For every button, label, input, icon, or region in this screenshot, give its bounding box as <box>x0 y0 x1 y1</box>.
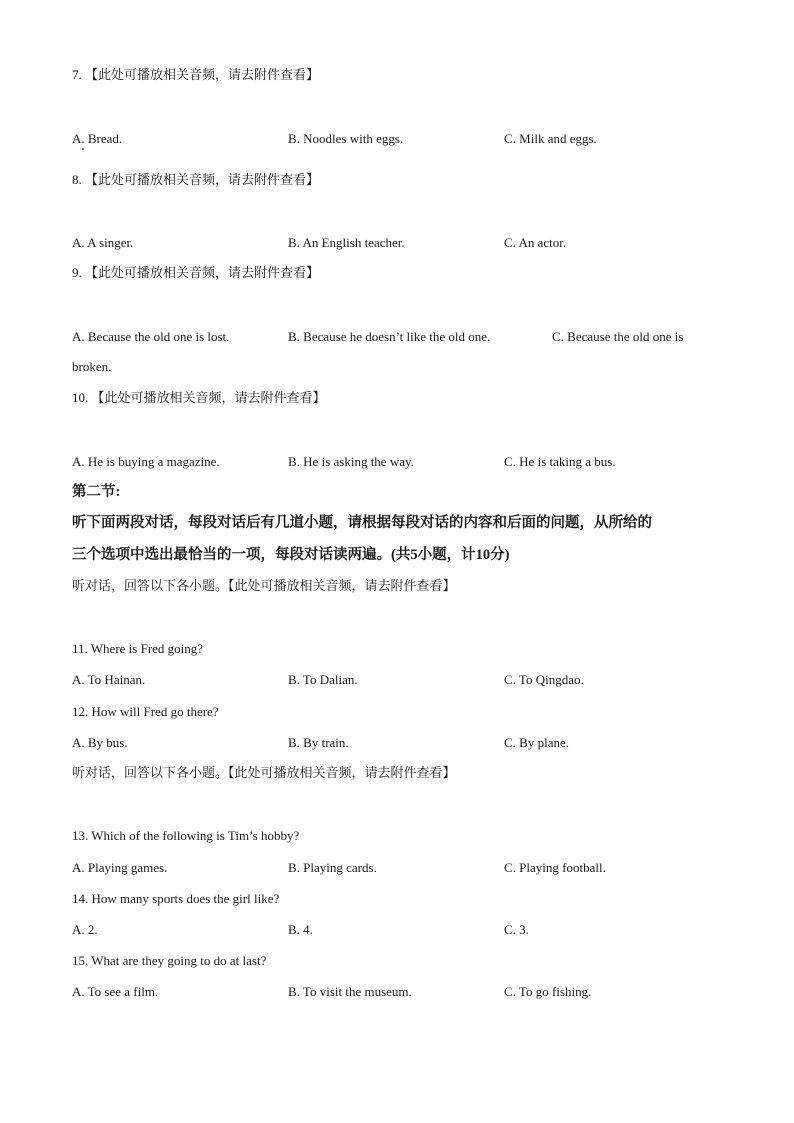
question-8-prompt <box>72 172 319 188</box>
option-a: A. By bus. <box>72 735 128 750</box>
option-a: A. Bread. <box>72 131 123 146</box>
question-9-prompt <box>72 265 319 281</box>
option-b: B. An English teacher. <box>288 235 405 250</box>
question-13-text: 13. Which of the following is Tim’s hobby? <box>72 828 300 843</box>
option-b: B. He is asking the way. <box>288 454 414 469</box>
question-7-prompt <box>72 67 319 83</box>
question-number: 7. <box>72 67 82 82</box>
option-a: A. To see a film. <box>72 984 159 999</box>
option-c: C. Because the old one is <box>552 329 684 344</box>
section-2-instruction-line1: 听下面两段对话，每段对话后有几道小题，请根据每段对话的内容和后面的问题，从所给的 <box>72 515 652 531</box>
option-b: B. Noodles with eggs. <box>288 131 404 146</box>
option-a: A. Because the old one is lost. <box>72 329 230 344</box>
question-14-options <box>72 922 752 938</box>
question-number: 10. <box>72 390 89 405</box>
audio-placeholder: 【此处可播放相关音频，请去附件查看】 <box>91 390 326 405</box>
option-a: A. He is buying a magazine. <box>72 454 220 469</box>
section-2-title: 第二节: <box>72 484 121 500</box>
question-14-text: 14. How many sports does the girl like? <box>72 891 280 906</box>
option-c: C. To go fishing. <box>504 984 592 999</box>
option-b: B. Because he doesn’t like the old one. <box>288 329 491 344</box>
option-a: A. A singer. <box>72 235 134 250</box>
question-8-options <box>72 235 752 251</box>
dialogue-2-prompt: 听对话，回答以下各小题。【此处可播放相关音频，请去附件查看】 <box>72 765 456 780</box>
question-15-text: 15. What are they going to do at last? <box>72 953 267 968</box>
question-number: 9. <box>72 265 82 280</box>
stray-dot <box>82 148 84 150</box>
option-a: A. 2. <box>72 922 98 937</box>
option-c: C. He is taking a bus. <box>504 454 616 469</box>
question-10-options <box>72 454 752 470</box>
option-b: B. By train. <box>288 735 349 750</box>
option-b: B. To Dalian. <box>288 672 358 687</box>
question-15-options <box>72 984 752 1000</box>
option-c: C. Milk and eggs. <box>504 131 597 146</box>
question-12-text: 12. How will Fred go there? <box>72 704 219 719</box>
question-12-options <box>72 735 752 751</box>
option-c: C. 3. <box>504 922 529 937</box>
question-10-prompt <box>72 390 326 406</box>
question-11-text: 11. Where is Fred going? <box>72 641 204 656</box>
option-c-continuation: broken. <box>72 359 112 374</box>
option-c: C. An actor. <box>504 235 567 250</box>
option-b: B. Playing cards. <box>288 860 377 875</box>
option-b: B. To visit the museum. <box>288 984 412 999</box>
option-c: C. Playing football. <box>504 860 606 875</box>
option-a: A. To Hainan. <box>72 672 146 687</box>
question-11-options <box>72 672 752 688</box>
section-2-instruction-line2: 三个选项中选出最恰当的一项，每段对话读两遍。(共5小题，计10分) <box>72 547 510 563</box>
audio-placeholder: 【此处可播放相关音频，请去附件查看】 <box>85 67 320 82</box>
question-9-options <box>72 329 752 345</box>
option-a: A. Playing games. <box>72 860 168 875</box>
audio-placeholder: 【此处可播放相关音频，请去附件查看】 <box>85 172 320 187</box>
question-7-options <box>72 131 752 147</box>
option-c: C. To Qingdao. <box>504 672 584 687</box>
option-c: C. By plane. <box>504 735 569 750</box>
dialogue-1-prompt: 听对话，回答以下各小题。【此处可播放相关音频，请去附件查看】 <box>72 578 456 593</box>
question-number: 8. <box>72 172 82 187</box>
audio-placeholder: 【此处可播放相关音频，请去附件查看】 <box>85 265 320 280</box>
option-b: B. 4. <box>288 922 313 937</box>
question-13-options <box>72 860 752 876</box>
